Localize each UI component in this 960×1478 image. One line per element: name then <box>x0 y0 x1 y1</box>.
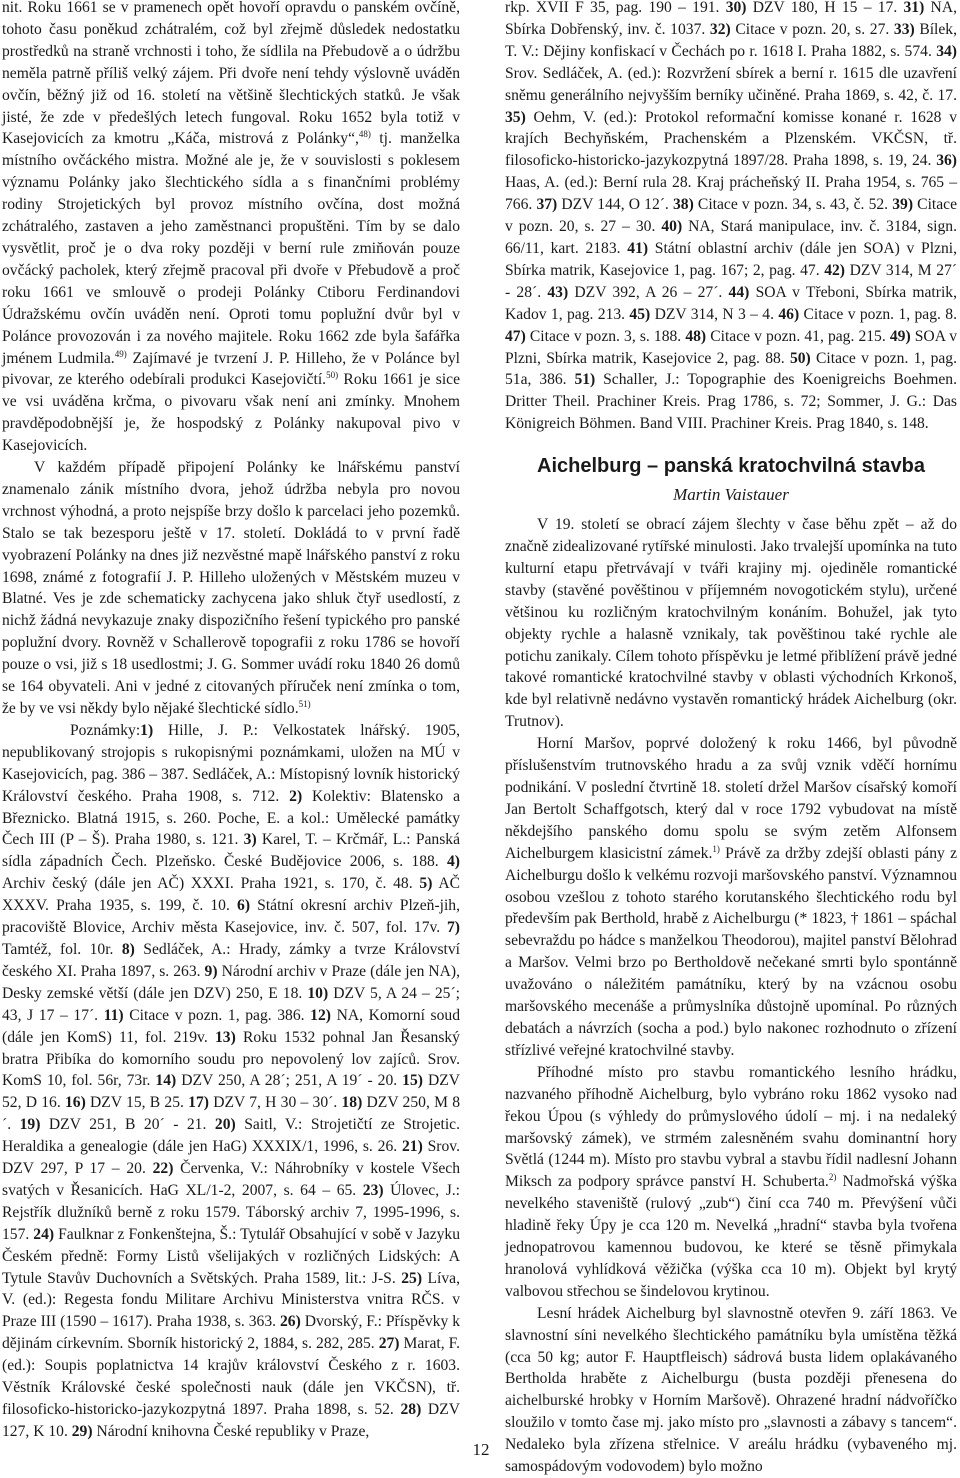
footnote-text: Červenka, V.: Náhrobníky v kostele Všech svatých v Řesanicích. HaG XL/1-2, 2007, s. 64 – 65. <box>2 1160 460 1199</box>
footnote-text: Hille, J. P.: Velkostatek lnářský. 1905, nepublikovaný strojopis s rukopisnými poznámkami, uložen na MÚ v Kasejovicích, pag. 386 – 387. Sedláček, A.: Místopisný lovník historický Království českého. Praha 1908, s. 712. <box>2 721 460 805</box>
footnote-number: 36) <box>936 152 957 170</box>
footnote-text: Citace v pozn. 41, pag. 215. <box>706 327 890 345</box>
footnote-text: Dvorský, F.: Příspěvky k dějinám církevním. Sborník historický 2, 1884, s. 282, 285. <box>2 1313 460 1353</box>
footnote-number: 11) <box>103 1006 124 1024</box>
footnote-ref: 51) <box>298 699 311 709</box>
footnote-number: 35) <box>505 108 526 126</box>
footnote-number: 33) <box>893 20 915 38</box>
footnote-number: 38) <box>672 196 694 214</box>
body-paragraph: V každém případě připojení Polánky ke lnářskému panství znamenalo zánik místního dvora, jehož údržba nebyla pro novou vrchnost výhodná, a proto nejspíše brzy došlo k parcelaci jeho pozemků. Stalo se tak bezesporu ještě v 17. století. Dokládá to v první řadě vyobrazení Polánky na dnes již nezvěstné mapě lnářského panství z roku 1698, známé z fotografií J. P. Hilleho uložených v Městském muzeu v Blatné. Ves je zde schematicky zachycena jako shluk čtyř usedlostí, z nichž žádná nevykazuje znaky dispozičního řešení typického pro panské poplužní dvory. Rovněž v Schallerově topografii z roku 1786 se hovoří pouze o vsi, již s 18 usedlostmi; J. G. Sommer uvádí roku 1840 26 domů se 164 obyvateli. Ani v jedné z citovaných příruček není zmínka o tom, že by ve vsi někdy bylo nějaké šlechtické sídlo.$^{51)}$ <box>2 459 460 717</box>
footnote-text: DZV 250, A 28´; 251, A 19´ - 20. <box>176 1072 403 1090</box>
footnote-number: 49) <box>889 327 911 345</box>
footnote-text: DZV 250, M 8´. <box>2 1094 460 1134</box>
footnote-number: 39) <box>892 196 914 214</box>
footnote-number: 31) <box>903 0 925 16</box>
footnotes-list <box>2 720 460 1443</box>
footnote-text: DZV 180, H 15 – 17. <box>746 0 904 16</box>
footnote-number: 34) <box>936 42 957 60</box>
footnote-number: 22) <box>152 1160 174 1178</box>
footnote-text: Tamtéž, fol. 10r. <box>2 940 122 958</box>
footnote-text: rkp. XVII F 35, pag. 190 – 191. <box>505 0 726 16</box>
footnote-number: 37) <box>536 196 558 214</box>
footnote-number: 7) <box>447 919 460 937</box>
footnotes-list-continued <box>505 0 957 435</box>
footnote-text: Marat, F. (ed.): Soupis poplatnictva 14 krajův království Českého z r. 1603. Věstník Královské české společnosti nauk (dále jen VKČSN), tř. filosoficko-historicko-jazykozpytná 1897. Praha 1898, s. 52. <box>2 1335 460 1418</box>
footnote-number: 28) <box>400 1401 422 1418</box>
footnote-number: 30) <box>725 0 747 16</box>
footnote-number: 25) <box>401 1269 423 1287</box>
footnote-text: Faulknar z Fonkenštejna, Š.: Tytulář Obsahující v sobě v Jazyku Českém předně: Formy Listů všelijakých v rozličných Lidských: A Tytule Stavův Duchovních a Světských. Praha 1589, lit.: J-S. <box>2 1225 461 1287</box>
footnote-number: 12) <box>310 1006 331 1024</box>
footnote-text: Citace v pozn. 3, s. 188. <box>525 327 686 345</box>
footnote-text: DZV 314, N 3 – 4. <box>650 305 779 323</box>
footnote-number: 26) <box>280 1313 301 1331</box>
footnote-text: AČ XXXV. Praha 1935, s. 199, č. 10. <box>2 875 460 915</box>
footnote-number: 44) <box>728 283 750 301</box>
footnote-text: Citace v pozn. 1, pag. 51a, 386. <box>505 349 957 389</box>
page-number: 12 <box>472 1440 490 1459</box>
left-column <box>2 0 460 1443</box>
footnote-number: 16) <box>64 1094 86 1112</box>
footnote-text: DZV 251, B 20´ - 21. <box>40 1116 215 1134</box>
footnote-text: Karel, T. – Krčmář, L.: Panská sídla západních Čech. Plzeňsko. České Budějovice 2006, s. 188. <box>2 831 460 871</box>
footnote-number: 41) <box>627 239 649 257</box>
footnote-number: 3) <box>243 831 257 849</box>
body-paragraph: Horní Maršov, poprvé doložený k roku 1466, byl původně příslušenstvím trutnovského hradu a za svůj vznik vděčí hornímu podnikání. V poslední čtvrtině 18. století držel Maršov císařský komoří Jan Bertolt Schaffgotsch, který dal v roce 1792 vybudovat na místě někdejšího panského domu spolu se svým zetěm Alfonsem Aichelburgem klasicistní zámek.$^{1)}$ Právě za držby zdejší oblasti pány z Aichelburgu došlo k velkému rozvoji maršovského panství. Významnou osobou vzešlou z tohoto starého korutanského šlechtického rodu byl především pak Berthold, hrabě z Aichelburgu (* 1823, † 1861 – spáchal sebevraždu po hádce s manželkou Theodorou), majitel panství Bělohrad a Maršov. Velmi brzo po Bertholdově nečekané smrti bylo spontánně uvažováno o náležitém památníku, který by na vzácnou osobu maršovského mecenáše a průmyslníka důstojně upomínal. Po různých debatách a návrzích (socha a pod.) bylo nakonec rozhodnuto o zřízení střízlivé veřejné kratochvilné stavby. <box>505 735 958 1059</box>
footnote-text: DZV 314, M 27´ - 28´. <box>505 261 958 301</box>
footnote-text: Oehm, V. (ed.): Protokol reformační komisse konané r. 1628 v krajích Bechyňském, Prachenském a Plzenském. VKČSN, tř. filosoficko-historicko-jazykozpytná 1897/28. Praha 1898, s. 19, 24. <box>505 108 957 170</box>
footnote-number: 4) <box>447 853 460 871</box>
footnote-text: Státní oblastní archiv (dále jen SOA) v Plzni, Sbírka matrik, Kasejovice 1, pag. 167; 2, pag. 47. <box>505 239 957 279</box>
footnote-text: Citace v pozn. 1, pag. 8. <box>799 305 957 323</box>
footnote-text: DZV 15, B 25. <box>85 1094 189 1112</box>
body-paragraph: Příhodné místo pro stavbu romantického lesního hrádku, nazvaného příhodně Aichelburg, bylo vybráno roku 1862 vysoko nad řekou Úpou (s výhledy do průmyslového údolí – mj. i na nedaleký maršovský zámek), ve strmém zalesněném svahu dominantní hory Světlá (1244 m). Místo pro stavbu vybral a stavbu řídil nadlesní Johann Miksch za podpory správce panství H. Schuberta.$^{2)}$ Nadmořská výška nevelkého staveniště (rulový „zub“) činí cca 740 m. Převýšení vůči hladině řeky Úpy je cca 120 m. Nevelká „hradní“ stavba byla tvořena jednopatrovou kamennou budovou, ke které se těsně přimykala hranolová vyhlídková věžička (výška cca 10 m). Objekt byl krytý valbovou střechou se šindelovou krytinou. <box>505 1063 957 1300</box>
footnote-number: 43) <box>547 283 569 301</box>
footnote-ref: 49) <box>114 348 127 359</box>
footnote-number: 21) <box>402 1138 423 1156</box>
footnote-text: Národní archiv v Praze (dále jen NA), Desky zemské větší (dále jen DZV) 250, E 18. <box>2 962 460 1002</box>
footnote-text: Sedláček, A.: Hrady, zámky a tvrze Království českého XI. Praha 1897, s. 263. <box>2 940 460 980</box>
footnote-number: 45) <box>629 305 651 323</box>
footnote-text: Srov. Sedláček, A. (ed.): Rozvržení sbírek a berní r. 1615 dle uzavření sněmu generálního nejvyšším berníky učiněné. Praha 1869, s. 42, č. 17. <box>505 64 957 104</box>
article-title: Aichelburg – panská kratochvilná stavba <box>537 455 925 478</box>
footnote-text: Národní knihovna České republiky v Praze, <box>92 1422 370 1440</box>
footnote-text: NA, Stará manipulace, inv. č. 3184, sign. 66/11, kart. 2183. <box>505 218 957 257</box>
footnote-text: DZV 127, K 10. <box>2 1401 460 1440</box>
footnote-text: DZV 7, H 30 – 30´. <box>208 1094 342 1112</box>
footnote-number: 40) <box>661 218 683 236</box>
footnote-text: Bílek, T. V.: Dějiny konfiskací v Čechách po r. 1618 I. Praha 1882, s. 574. <box>505 20 957 60</box>
body-paragraph: Lesní hrádek Aichelburg byl slavnostně otevřen 9. září 1863. Ve slavnostní síni nevelkého šlechtického památníku byla umístěna těžká (cca 50 kg; autor F. Hauptfleisch) sádrová busta lidem oplakávaného Bertholda hraběte z Aichelburgu (busta později přenesena do aichelburské hrobky v Horním Maršově). Ohrazené hradní nádvoříčko sloužilo v tomto čase mj. jako místo pro „slavnosti a zábavy s tancem“. Nedaleko byla zřízena střelnice. V areálu hrádku (vybaveného mj. samospádovým vodovodem) bylo možno <box>505 1304 957 1476</box>
footnote-text: NA, Sbírka Dobřenský, inv. č. 1037. <box>505 0 957 38</box>
footnote-text: Citace v pozn. 34, s. 43, č. 52. <box>693 196 893 214</box>
footnote-text: Státní okresní archiv Plzeň-jih, pracoviště Blovice, Archiv města Kasejovice, inv. č. 507, fol. 17v. <box>2 897 460 937</box>
footnote-text: Schaller, J.: Topographie des Koenigreichs Boehmen. Dritter Theil. Prachiner Kreis. Prag 1786, s. 72; Sommer, J. G.: Das Königreich Böhmen. Band VIII. Prachiner Kreis. Prag 1840, s. 148. <box>505 371 957 433</box>
footnote-number: 50) <box>789 349 811 367</box>
footnote-text: Citace v pozn. 20, s. 27 – 30. <box>505 196 957 236</box>
footnote-text: Roku 1532 pohnal Jan Řesanský bratra Přibíka do komorního soudu pro nepovolený lov zajíců. Srov. KomS 10, fol. 56r, 73r. <box>2 1028 460 1090</box>
footnote-number: 15) <box>402 1072 423 1090</box>
footnote-ref: 50) <box>326 370 339 381</box>
footnote-text: Kolektiv: Blatensko a Březnicko. Blatná 1915, s. 260. Poche, E. a kol.: Umělecké památky Čech III (P – Š). Praha 1980, s. 121. <box>2 787 460 849</box>
footnote-ref: 1) <box>712 843 720 854</box>
footnote-text: Saitl, V.: Strojetičtí ze Strojetic. Heraldika a genealogie (dále jen HaG) XXXIX/1, 1996, s. 26. <box>2 1116 460 1156</box>
body-paragraph: V 19. století se obrací zájem šlechty v čase běhu zpět – až do značně zidealizované rytířské minulosti. Jako trvalejší upomínka na tuto kulturní etapu přetrvávají v tváři krajiny mj. ojediněle romantické stavby (stavěné pověštinou v příjemném novogotickém stylu), určené většinou ku rozličným kratochvilným konáním. Bohužel, jak tyto objekty rychle a halasně vznikaly, tak pověštinou také rychle ale potichu zanikaly. Cílem tohoto příspěvku je letmé přiblížení právě jedné takové romantické kratochvilné stavby v oblasti východních Krkonoš, kde byl relativně nedávno vystavěn romantický hrádek Aichelburg (okr. Trutnov). <box>505 516 957 731</box>
footnote-number: 19) <box>19 1116 41 1134</box>
footnote-text: Líva, V. (ed.): Regesta fondu Militare Archivu Ministerstva vnitra RČS. v Praze III (1590 – 1617). Praha 1938, s. 363. <box>2 1269 461 1331</box>
footnote-text: SOA v Třeboni, Sbírka matrik, Kadov 1, pag. 213. <box>505 283 957 323</box>
footnote-number: 48) <box>685 327 707 345</box>
footnote-number: 24) <box>33 1225 55 1243</box>
footnote-number: 8) <box>121 940 135 958</box>
footnote-number: 17) <box>188 1094 209 1112</box>
footnote-text: DZV 52, D 16. <box>2 1072 460 1112</box>
footnote-text: Srov. DZV 297, P 17 – 20. <box>2 1138 460 1178</box>
footnote-number: 18) <box>341 1094 363 1112</box>
footnote-ref: 2) <box>828 1172 837 1183</box>
footnote-text: DZV 5, A 24 – 25´; 43, J 17 – 17´. <box>2 984 460 1024</box>
footnote-number: 9) <box>204 962 218 980</box>
right-column <box>505 0 957 1478</box>
footnote-number: 29) <box>71 1422 93 1440</box>
footnote-number: 51) <box>574 371 596 389</box>
footnote-number: 42) <box>824 261 845 279</box>
footnote-text: Citace v pozn. 20, s. 27. <box>730 20 894 38</box>
footnote-number: 6) <box>237 897 251 915</box>
footnote-number: 10) <box>307 984 329 1002</box>
footnote-number: 14) <box>155 1072 177 1090</box>
footnote-number: 20) <box>214 1116 236 1134</box>
article-author: Martin Vaistauer <box>673 485 789 505</box>
footnotes-heading: Poznámky: <box>70 721 141 739</box>
footnote-number: 2) <box>289 787 303 805</box>
footnote-number: 1) <box>140 721 154 739</box>
footnote-text: Haas, A. (ed.): Berní rula 28. Kraj prácheňský II. Praha 1954, s. 765 – 766. <box>505 174 957 214</box>
body-paragraph: nit. Roku 1661 se v pramenech opět hovoří opravdu o panském ovčíně, tohoto času poněkud zchátralém, což byl zřejmě důsledek nedostatku prostředků na straně vrchnosti i toho, že sídlila na Přebudově a o údržbu neměla patrně příliš velký zájem. Při dvoře není tehdy výslovně uváděn ovčín, běžný již od 16. století na většině šlechtických statků. Je však jisté, že zde v předešlých letech fungoval. Roku 1652 byla totiž v Kasejovicích za kmotru „Káča, mistrová z Polánky“,$^{48)}$ tj. manželka místního ovčáckého mistra. Možné ale je, že v souvislosti s poklesem významu Polánky jako šlechtického sídla a s finančními problémy rodiny Strojetických byl provoz místního ovčína, dost možná zchátralého, zastaven a jeho zaměstnanci propuštěni. Tím by se dalo vysvětlit, proč je o dva roky později v berní rule zmiňován pouze ovčácký pacholek, který zřejmě pracoval při dvoře v Přebudově a proč roku 1661 ve smlouvě o prodeji Polánky Ctiboru Ferdinandovi Údražskému ovčín uváděn není. Oproti tomu poplužní dvůr byl v Polánce provozován i za nového majitele. Roku 1662 zde byla šafářka jménem Ludmila.$^{49)}$ Zajímavé je tvrzení J. P. Hilleho, že v Polánce byl pivovar, ze kterého odebírali produkci Kasejovičtí.$^{50)}$ Roku 1661 je sice ve vsi uváděna krčma, o pivovaru však není ani zmínky. Mnohem pravděpodobnější je, že hospodský z Polánky nakupoval pivo v Kasejovicích. <box>2 0 460 455</box>
footnote-number: 47) <box>505 327 526 345</box>
footnote-number: 27) <box>378 1335 400 1353</box>
footnote-text: Archiv český (dále jen AČ) XXXI. Praha 1921, s. 170, č. 48. <box>2 875 420 893</box>
footnote-text: Úlovec, J.: Rejstřík dlužníků berně z roku 1579. Táborský archiv 7, 1995-1996, s. 157. <box>2 1181 460 1243</box>
footnote-number: 23) <box>362 1181 384 1199</box>
footnote-text: Citace v pozn. 1, pag. 386. <box>123 1006 311 1024</box>
footnote-text: NA, Komorní soud (dále jen KomS) 11, fol. 219v. <box>2 1006 460 1046</box>
footnote-text: DZV 144, O 12´. <box>557 196 673 214</box>
footnote-number: 13) <box>214 1028 236 1046</box>
footnote-number: 46) <box>778 305 800 323</box>
footnote-text: DZV 392, A 26 – 27´. <box>568 283 729 301</box>
footnote-ref: 48) <box>358 129 371 140</box>
footnote-number: 5) <box>419 875 433 893</box>
footnote-number: 32) <box>709 20 731 38</box>
footnote-text: SOA v Plzni, Sbírka matrik, Kasejovice 2, pag. 88. <box>505 327 957 367</box>
